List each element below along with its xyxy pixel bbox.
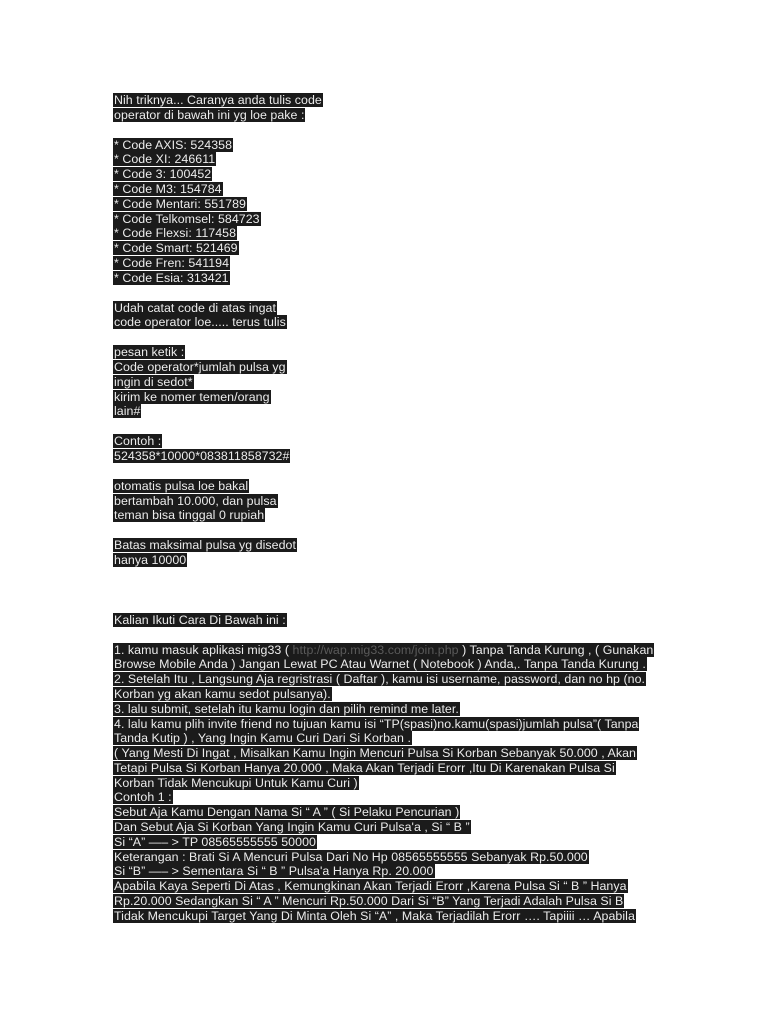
text-line: Contoh : [114, 434, 162, 449]
note-block [113, 301, 653, 331]
code-item: * Code Telkomsel: 584723 [114, 211, 260, 226]
example-block [113, 434, 653, 464]
text-line: 524358*10000*083811858732# [114, 448, 290, 463]
text-line: teman bisa tinggal 0 rupiah [114, 508, 265, 523]
section-heading [113, 613, 653, 628]
steps-block [113, 643, 653, 924]
operator-code-list [113, 138, 653, 286]
text-line: 3. lalu submit, setelah itu kamu login dan pilih remind me later. [114, 701, 459, 716]
spacer [113, 583, 653, 613]
document-page [113, 93, 653, 939]
text-line: hanya 10000 [114, 552, 187, 567]
text-line: ( Yang Mesti Di Ingat , Misalkan Kamu Ingin Mencuri Pulsa Si Korban Sebanyak 50.000 , Akan [114, 746, 636, 761]
text-line: Keterangan : Brati Si A Mencuri Pulsa Dari No Hp 08565555555 Sebanyak Rp.50.000 [114, 849, 588, 864]
code-item: * Code Esia: 313421 [114, 270, 229, 285]
text-line: Tidak Mencukupi Target Yang Di Minta Oleh Si “A” , Maka Terjadilah Erorr …. Tapiiii … Apabila [114, 908, 635, 923]
result-block [113, 479, 653, 523]
text-line: Contoh 1 : [114, 790, 172, 805]
step-1-line: 1. kamu masuk aplikasi mig33 ( http://wap.mig33.com/join.php ) Tanpa Tanda Kurung , ( Gunakan [114, 642, 654, 657]
code-item: * Code 3: 100452 [114, 167, 212, 182]
text-line: Browse Mobile Anda ) Jangan Lewat PC Atau Warnet ( Notebook ) Anda,. Tanpa Tanda Kurung . [114, 657, 646, 672]
text-line: Sebut Aja Kamu Dengan Nama Si “ A ” ( Si Pelaku Pencurian ) [114, 805, 460, 820]
mig33-join-link[interactable]: http://wap.mig33.com/join.php [292, 642, 459, 657]
message-format-block [113, 345, 653, 419]
text-line: lain# [114, 404, 141, 419]
text-line: kirim ke nomer temen/orang [114, 389, 270, 404]
code-item: * Code Flexsi: 117458 [114, 226, 237, 241]
text-line: Kalian Ikuti Cara Di Bawah ini : [114, 612, 286, 627]
text-line: Tanda Kutip ) , Yang Ingin Kamu Curi Dari Si Korban . [114, 731, 411, 746]
code-item: * Code Mentari: 551789 [114, 196, 246, 211]
code-item: * Code XI: 246611 [114, 152, 216, 167]
text-line: Korban yg akan kamu sedot pulsanya). [114, 686, 331, 701]
code-item: * Code Fren: 541194 [114, 255, 230, 270]
text-line: ingin di sedot* [114, 374, 193, 389]
text-line: Udah catat code di atas ingat [114, 300, 276, 315]
text-line: Tetapi Pulsa Si Korban Hanya 20.000 , Maka Akan Terjadi Erorr ,Itu Di Karenakan Pulsa Si [114, 760, 615, 775]
text-line: pesan ketik : [114, 345, 185, 360]
text-line: bertambah 10.000, dan pulsa [114, 493, 277, 508]
text-line: Si “B” —– > Sementara Si “ B ” Pulsa'a Hanya Rp. 20.000 [114, 864, 434, 879]
intro-block [113, 93, 653, 123]
text-line: 2. Setelah Itu , Langsung Aja regristrasi ( Daftar ), kamu isi username, password, dan no hp (no. [114, 672, 646, 687]
text-line: Nih triknya... Caranya anda tulis code [114, 93, 322, 107]
text-line: Apabila Kaya Seperti Di Atas , Kemungkinan Akan Terjadi Erorr ,Karena Pulsa Si “ B ” Hanya [114, 879, 627, 894]
text-line: Batas maksimal pulsa yg disedot [114, 538, 296, 553]
code-item: * Code Smart: 521469 [114, 241, 238, 256]
text-line: otomatis pulsa loe bakal [114, 478, 249, 493]
text-line: Rp.20.000 Sedangkan Si “ A ” Mencuri Rp.50.000 Dari Si “B” Yang Terjadi Adalah Pulsa Si B [114, 894, 624, 909]
text-line: Code operator*jumlah pulsa yg [114, 359, 286, 374]
text-line: 4. lalu kamu plih invite friend no tujuan kamu isi “TP(spasi)no.kamu(spasi)jumlah pulsa”( Tanpa [114, 716, 639, 731]
limit-block [113, 538, 653, 568]
code-item: * Code M3: 154784 [114, 181, 222, 196]
text-line: operator di bawah ini yg loe pake : [114, 107, 305, 122]
text-line: Korban Tidak Mencukupi Untuk Kamu Curi ) [114, 775, 358, 790]
text-line: Si “A” —– > TP 08565555555 50000 [114, 834, 316, 849]
text-line: code operator loe..... terus tulis [114, 315, 286, 330]
text-line: Dan Sebut Aja Si Korban Yang Ingin Kamu Curi Pulsa'a , Si “ B ” [114, 820, 470, 835]
code-item: * Code AXIS: 524358 [114, 137, 233, 152]
